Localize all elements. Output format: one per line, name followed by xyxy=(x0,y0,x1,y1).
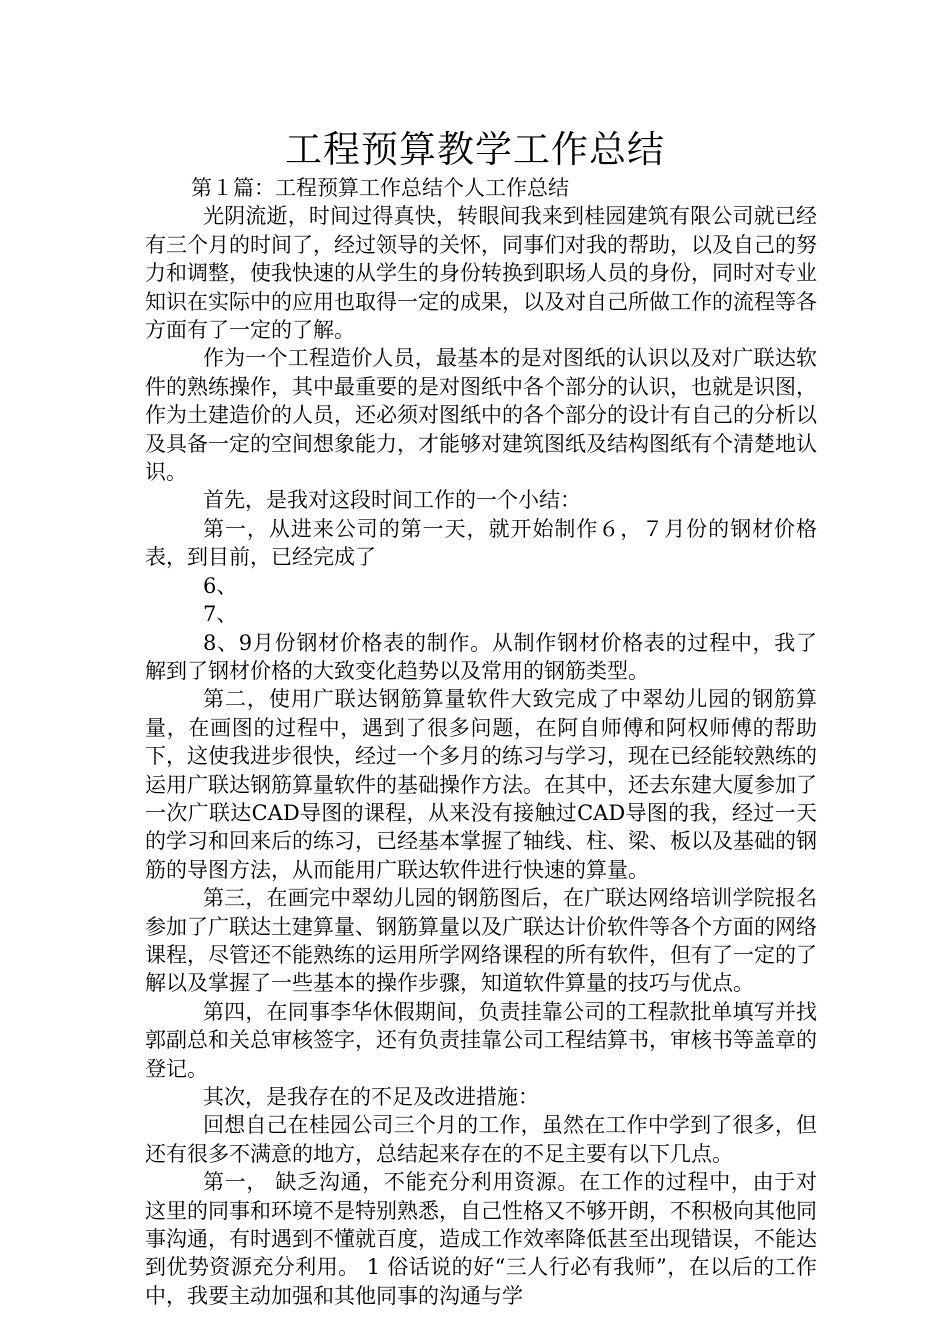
section-heading: 第１篇：工程预算工作总结个人工作总结 xyxy=(191,176,569,200)
paragraph: 第二，使用广联达钢筋算量软件大致完成了中翠幼儿园的钢筋算量，在画图的过程中，遇到了很多问题，在阿自师傅和阿权师傅的帮助下，这使我进步很快，经过一个多月的练习与学习，现在已经能较熟练的运用广联达钢筋算量软件的基础操作方法。在其中，还去东建大厦参加了一次广联达CAD导图的课程，从来没有接触过CAD导图的我，经过一天的学习和回来后的练习，已经基本掌握了轴线、柱、梁、板以及基础的钢筋的导图方法，从而能用广联达软件进行快速的算量。 xyxy=(145,687,817,882)
paragraph: 第一， 缺乏沟通，不能充分利用资源。在工作的过程中，由于对这里的同事和环境不是特别熟悉，自己性格又不够开朗，不积极向其他同事沟通，有时遇到不懂就百度，造成工作效率降低甚至出现错误，不能达到优势资源充分利用。 1 俗话说的好“三人行必有我师”，在以后的工作中，我要主动加强和其他同事的沟通与学 xyxy=(145,1170,817,1308)
paragraph: 光阴流逝，时间过得真快，转眼间我来到桂园建筑有限公司就已经有三个月的时间了，经过领导的关怀，同事们对我的帮助，以及自己的努力和调整，使我快速的从学生的身份转换到职场人员的身份，同时对专业知识在实际中的应用也取得一定的成果，以及对自己所做工作的流程等各方面有了一定的了解。 xyxy=(145,204,817,343)
paragraph: 第三，在画完中翠幼儿园的钢筋图后，在广联达网络培训学院报名参加了广联达土建算量、钢筋算量以及广联达计价软件等各个方面的网络课程，尽管还不能熟练的运用所学网络课程的所有软件，但有了一定的了解以及掌握了一些基本的操作步骤，知道软件算量的技巧与优点。 xyxy=(145,886,817,996)
paragraph: 第四，在同事李华休假期间，负责挂靠公司的工程款批单填写并找郭副总和关总审核签字，还有负责挂靠公司工程结算书，审核书等盖章的登记。 xyxy=(145,999,817,1081)
paragraph: 作为一个工程造价人员，最基本的是对图纸的认识以及对广联达软件的熟练操作，其中最重要的是对图纸中各个部分的认识，也就是识图，作为土建造价的人员，还必须对图纸中的各个部分的设计有自己的分析以及具备一定的空间想象能力，才能够对建筑图纸及结构图纸有个清楚地认识。 xyxy=(145,346,817,485)
paragraph: 其次，是我存在的不足及改进措施： xyxy=(203,1085,539,1109)
document-title: 工程预算教学工作总结 xyxy=(285,128,665,171)
paragraph: 7、 xyxy=(203,602,238,627)
paragraph: 6、 xyxy=(203,573,238,598)
paragraph: 回想自己在桂园公司三个月的工作，虽然在工作中学到了很多，但还有很多不满意的地方，总结起来存在的不足主要有以下几点。 xyxy=(145,1113,817,1166)
paragraph: 首先，是我对这段时间工作的一个小结： xyxy=(203,488,581,513)
paragraph: 第一，从进来公司的第一天，就开始制作６，７月份的钢材价格表，到目前，已经完成了 xyxy=(145,516,817,570)
paragraph: 8、9月份钢材价格表的制作。从制作钢材价格表的过程中，我了解到了钢材价格的大致变化趋势以及常用的钢筋类型。 xyxy=(145,630,817,683)
document-body xyxy=(145,174,817,1310)
